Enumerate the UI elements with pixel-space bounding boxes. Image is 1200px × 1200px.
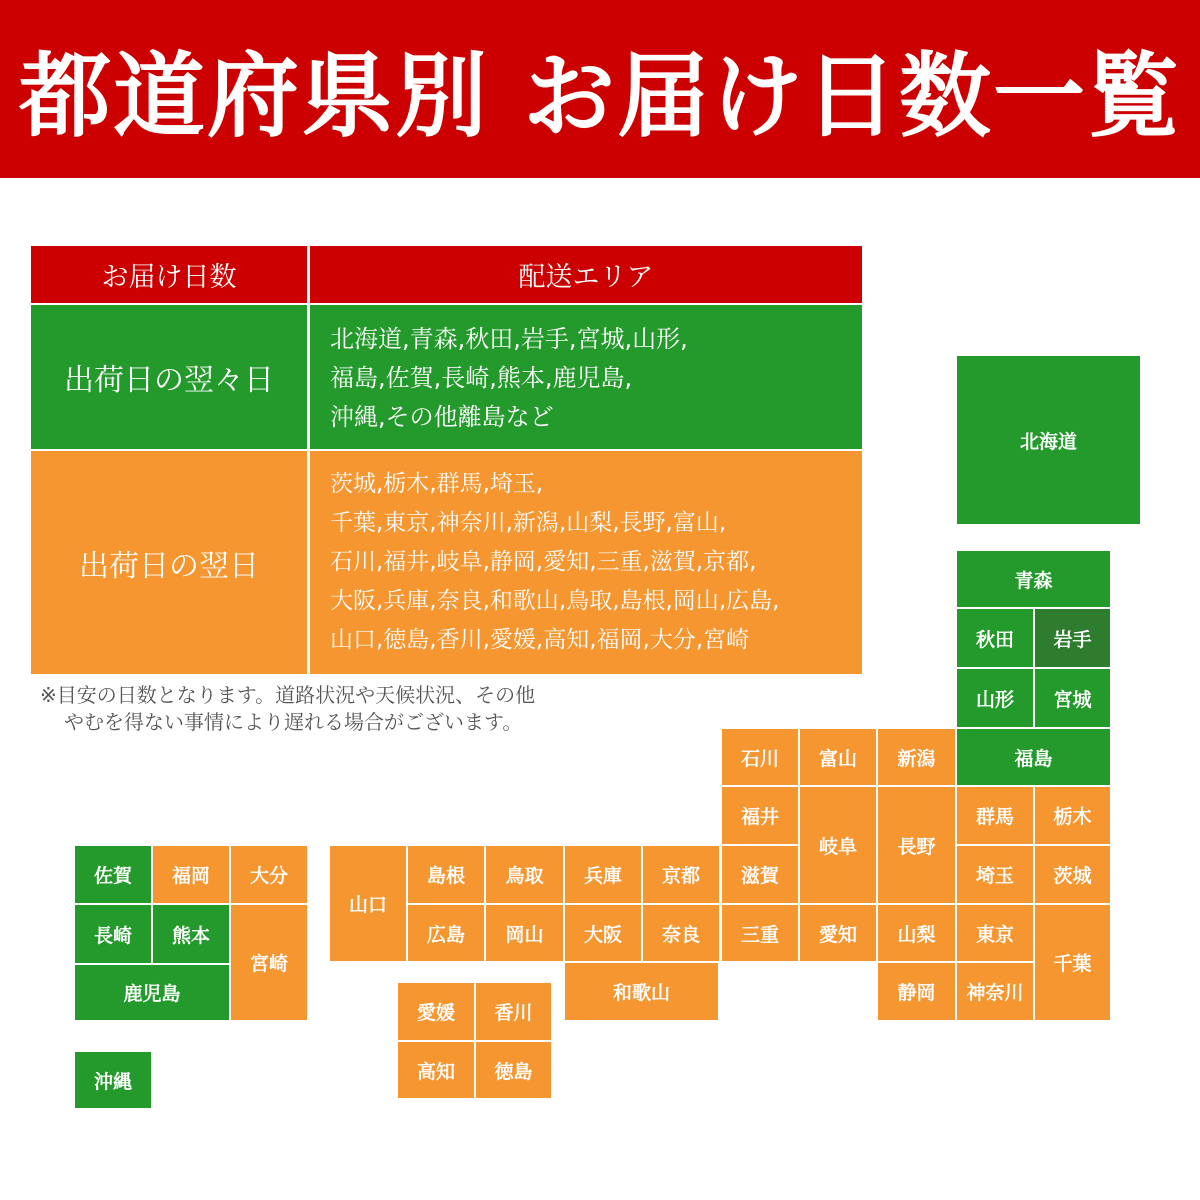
pref-hyogo: 兵庫 bbox=[564, 845, 642, 904]
title-banner bbox=[0, 0, 1200, 178]
pref-yamanashi: 山梨 bbox=[877, 904, 956, 962]
pref-tokushima: 徳島 bbox=[475, 1041, 552, 1099]
pref-fukuoka: 福岡 bbox=[152, 845, 230, 904]
pref-iwate: 岩手 bbox=[1034, 608, 1111, 668]
pref-hokkaido: 北海道 bbox=[956, 355, 1141, 525]
pref-aichi: 愛知 bbox=[799, 904, 877, 962]
pref-nagano: 長野 bbox=[877, 786, 956, 904]
row-label-next-day: 出荷日の翌日 bbox=[31, 451, 307, 674]
pref-kagoshima: 鹿児島 bbox=[74, 964, 230, 1021]
pref-akita: 秋田 bbox=[956, 608, 1034, 668]
area-line: 北海道,青森,秋田,岩手,宮城,山形, bbox=[330, 325, 688, 353]
pref-saga: 佐賀 bbox=[74, 845, 152, 904]
pref-toyama: 富山 bbox=[799, 728, 877, 786]
pref-hiroshima: 広島 bbox=[407, 904, 485, 962]
pref-aomori: 青森 bbox=[956, 550, 1111, 608]
pref-tottori: 鳥取 bbox=[485, 845, 564, 904]
note-line-1: ※目安の日数となります。道路状況や天候状況、その他 bbox=[40, 683, 536, 707]
pref-okinawa: 沖縄 bbox=[74, 1051, 152, 1109]
pref-miyagi: 宮城 bbox=[1034, 668, 1111, 728]
note-line-2: やむを得ない事情により遅れる場合がございます。 bbox=[64, 710, 523, 734]
row-area-next-day bbox=[310, 451, 862, 674]
pref-saitama: 埼玉 bbox=[956, 845, 1034, 904]
area-line: 沖縄,その他離島など bbox=[330, 403, 554, 431]
area-line: 千葉,東京,神奈川,新潟,山梨,長野,富山, bbox=[330, 510, 727, 536]
pref-kanagawa: 神奈川 bbox=[956, 962, 1034, 1021]
row-label-two-days: 出荷日の翌々日 bbox=[31, 305, 307, 449]
table-header-area: 配送エリア bbox=[310, 246, 862, 303]
pref-okayama: 岡山 bbox=[485, 904, 564, 962]
pref-yamaguchi: 山口 bbox=[329, 845, 407, 962]
pref-kochi: 高知 bbox=[397, 1041, 475, 1099]
pref-shimane: 島根 bbox=[407, 845, 485, 904]
pref-mie: 三重 bbox=[721, 904, 799, 962]
area-line: 石川,福井,岐阜,静岡,愛知,三重,滋賀,京都, bbox=[330, 549, 757, 575]
pref-gifu: 岐阜 bbox=[799, 786, 877, 904]
pref-ibaraki: 茨城 bbox=[1034, 845, 1111, 904]
pref-kumamoto: 熊本 bbox=[152, 904, 230, 964]
area-line: 茨城,栃木,群馬,埼玉, bbox=[330, 471, 544, 497]
pref-shiga: 滋賀 bbox=[721, 845, 799, 904]
area-line: 大阪,兵庫,奈良,和歌山,鳥取,島根,岡山,広島, bbox=[330, 588, 780, 614]
pref-yamagata: 山形 bbox=[956, 668, 1034, 728]
pref-miyazaki: 宮崎 bbox=[230, 904, 308, 1021]
pref-fukushima: 福島 bbox=[956, 728, 1111, 786]
area-line: 福島,佐賀,長崎,熊本,鹿児島, bbox=[330, 364, 633, 392]
pref-kagawa: 香川 bbox=[475, 982, 552, 1041]
pref-osaka: 大阪 bbox=[564, 904, 642, 962]
pref-niigata: 新潟 bbox=[877, 728, 956, 786]
pref-oita: 大分 bbox=[230, 845, 308, 904]
area-line: 山口,徳島,香川,愛媛,高知,福岡,大分,宮崎 bbox=[330, 627, 750, 653]
pref-tochigi: 栃木 bbox=[1034, 786, 1111, 845]
pref-chiba: 千葉 bbox=[1034, 904, 1111, 1021]
pref-tokyo: 東京 bbox=[956, 904, 1034, 962]
pref-kyoto: 京都 bbox=[642, 845, 720, 904]
disclaimer-note bbox=[40, 682, 535, 736]
pref-ehime: 愛媛 bbox=[397, 982, 475, 1041]
pref-gunma: 群馬 bbox=[956, 786, 1034, 845]
page-title: 都道府県別 お届け日数一覧 bbox=[18, 43, 1182, 150]
pref-shizuoka: 静岡 bbox=[877, 962, 956, 1021]
table-header-days: お届け日数 bbox=[31, 246, 307, 303]
delivery-table bbox=[31, 246, 862, 674]
row-area-two-days bbox=[310, 305, 862, 449]
pref-fukui: 福井 bbox=[721, 786, 799, 845]
pref-nara: 奈良 bbox=[642, 904, 720, 962]
pref-nagasaki: 長崎 bbox=[74, 904, 152, 964]
pref-ishikawa: 石川 bbox=[721, 728, 799, 786]
pref-wakayama: 和歌山 bbox=[564, 962, 719, 1021]
